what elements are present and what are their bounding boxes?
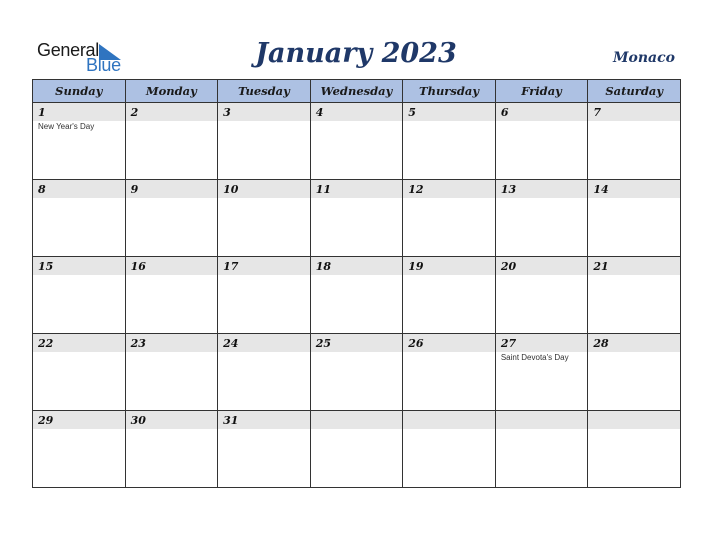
calendar-grid (32, 79, 681, 488)
day-number: 25 (311, 334, 403, 352)
day-cell (588, 411, 681, 488)
day-number: 8 (33, 180, 125, 198)
week-row (33, 180, 681, 257)
brand-word-general: General (37, 40, 99, 60)
day-number: 22 (33, 334, 125, 352)
day-number: 20 (496, 257, 588, 275)
day-number: 13 (496, 180, 588, 198)
week-row (33, 411, 681, 488)
day-cell (495, 180, 588, 257)
day-cell (33, 334, 126, 411)
day-cell (125, 257, 218, 334)
day-number: 12 (403, 180, 495, 198)
weekday-header: Tuesday (218, 80, 311, 103)
day-cell (588, 180, 681, 257)
day-cell (310, 103, 403, 180)
holiday-label: Saint Devota's Day (500, 353, 569, 362)
day-cell (403, 411, 496, 488)
day-cell (403, 103, 496, 180)
day-number: 30 (126, 411, 218, 429)
day-number (588, 411, 680, 429)
day-number: 29 (33, 411, 125, 429)
day-number: 24 (218, 334, 310, 352)
day-cell (403, 180, 496, 257)
day-number: 14 (588, 180, 680, 198)
calendar-title: January 2023 (255, 38, 457, 69)
day-number: 1 (33, 103, 125, 121)
day-cell (125, 180, 218, 257)
day-number: 26 (403, 334, 495, 352)
day-cell (310, 334, 403, 411)
weekday-header: Wednesday (310, 80, 403, 103)
day-number: 17 (218, 257, 310, 275)
day-cell (218, 334, 311, 411)
day-number: 3 (218, 103, 310, 121)
day-cell (588, 103, 681, 180)
day-number (403, 411, 495, 429)
country-label: Monaco (613, 50, 675, 66)
day-number: 9 (126, 180, 218, 198)
day-number: 16 (126, 257, 218, 275)
day-number: 2 (126, 103, 218, 121)
day-cell (403, 257, 496, 334)
day-number (496, 411, 588, 429)
weekday-header: Thursday (403, 80, 496, 103)
day-cell (310, 180, 403, 257)
day-cell (310, 257, 403, 334)
day-cell (403, 334, 496, 411)
day-number: 19 (403, 257, 495, 275)
day-number: 28 (588, 334, 680, 352)
brand-word-blue: Blue (86, 55, 121, 75)
day-number: 23 (126, 334, 218, 352)
day-number: 6 (496, 103, 588, 121)
day-cell (495, 334, 588, 411)
day-cell (125, 411, 218, 488)
week-row (33, 334, 681, 411)
day-number: 27 (496, 334, 588, 352)
day-cell (33, 257, 126, 334)
day-number: 31 (218, 411, 310, 429)
day-cell (218, 411, 311, 488)
day-cell (125, 103, 218, 180)
day-number: 5 (403, 103, 495, 121)
day-number: 15 (33, 257, 125, 275)
day-cell (310, 411, 403, 488)
day-cell (33, 411, 126, 488)
day-cell (33, 103, 126, 180)
day-cell (125, 334, 218, 411)
week-row (33, 103, 681, 180)
day-number: 4 (311, 103, 403, 121)
day-cell (218, 180, 311, 257)
weekday-header-row (33, 80, 681, 103)
weekday-header: Friday (495, 80, 588, 103)
day-cell (218, 257, 311, 334)
weekday-header: Monday (125, 80, 218, 103)
day-cell (588, 257, 681, 334)
day-cell (495, 103, 588, 180)
day-cell (588, 334, 681, 411)
day-cell (33, 180, 126, 257)
day-number: 21 (588, 257, 680, 275)
week-row (33, 257, 681, 334)
weekday-header: Saturday (588, 80, 681, 103)
day-number: 7 (588, 103, 680, 121)
day-number: 10 (218, 180, 310, 198)
day-number: 18 (311, 257, 403, 275)
day-number: 11 (311, 180, 403, 198)
day-cell (218, 103, 311, 180)
day-cell (495, 411, 588, 488)
day-number (311, 411, 403, 429)
holiday-label: New Year's Day (38, 122, 95, 131)
weekday-header: Sunday (33, 80, 126, 103)
day-cell (495, 257, 588, 334)
